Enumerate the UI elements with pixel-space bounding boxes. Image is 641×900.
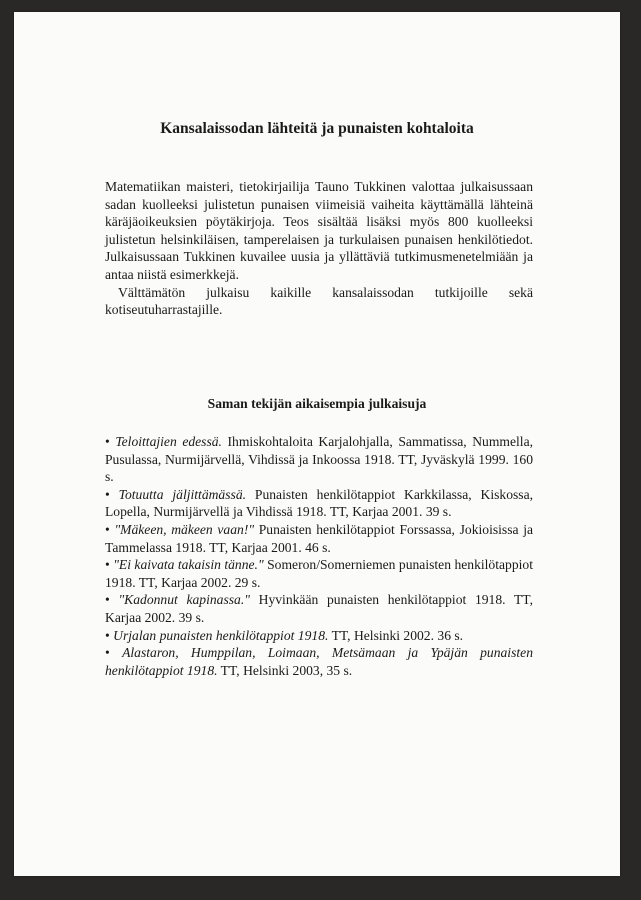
publication-details: Someron/Somerniemen punaisten henkilötappiot 1918. TT, Karjaa 2002. 29 s.: [105, 557, 533, 590]
publication-item: [105, 591, 533, 626]
publication-details: Punaisten henkilötappiot Karkkilassa, Kiskossa, Lopella, Nurmijärvellä ja Vihdissä 1918. TT, Karjaa 2001. 39 s.: [105, 486, 533, 520]
bullet: •: [105, 627, 110, 643]
intro-paragraph-2: Välttämätön julkaisu kaikille kansalaissodan tutkijoille sekä kotiseutuharrastajille.: [105, 284, 533, 318]
bullet: •: [105, 486, 110, 502]
publication-item: [105, 644, 533, 679]
section-subtitle: Saman tekijän aikaisempia julkaisuja: [207, 396, 427, 411]
intro-text: [105, 178, 533, 319]
publication-title: "Mäkeen, mäkeen vaan!": [114, 521, 255, 537]
publication-item: [105, 521, 533, 556]
publication-title: "Kadonnut kapinassa.": [118, 592, 250, 608]
publication-details: TT, Helsinki 2003, 35 s.: [220, 662, 353, 678]
bullet: •: [105, 592, 110, 608]
bullet: •: [105, 521, 110, 537]
publication-item: [105, 486, 533, 521]
publication-title: Teloittajien edessä.: [115, 434, 222, 449]
bullet: •: [105, 434, 110, 449]
publication-details: Punaisten henkilötappiot Forssassa, Jokioisissa ja Tammelassa 1918. TT, Karjaa 2001. 46 s.: [105, 521, 534, 555]
publication-title: Urjalan punaisten henkilötappiot 1918.: [113, 627, 329, 643]
publication-title: "Ei kaivata takaisin tänne.": [113, 557, 264, 573]
publication-list: [105, 433, 533, 679]
page-title: Kansalaissodan lähteitä ja punaisten kohtaloita: [160, 120, 474, 137]
publication-item: [105, 556, 533, 591]
bullet: •: [105, 645, 110, 661]
publication-item: [105, 627, 533, 645]
publication-details: Ihmiskohtaloita Karjalohjalla, Sammatissa, Nummella, Pusulassa, Nurmijärvellä, Vihdissä ja Inkoossa 1918. TT, Jyväskylä 1999. 160 s.: [105, 434, 534, 485]
publication-title: Totuutta jäljittämässä.: [118, 486, 247, 502]
publication-details: TT, Helsinki 2002. 36 s.: [331, 627, 464, 643]
intro-paragraph-1: Matematiikan maisteri, tietokirjailija Tauno Tukkinen valottaa julkaisussaan sadan kuolleeksi julistetun punaisen viimeisiä vaiheita käyttämällä lähteinä käräjäoikeuksien pöytäkirjoja. Teos sisältää lisäksi myös 800 kuolleeksi julistetun helsinkiläisen, tamperelaisen ja turkulaisen punaisen henkilötiedot. Julkaisussaan Tukkinen kuvailee uusia ja yllättäviä tutkimusmenetelmiään ja antaa niistä esimerkkejä.: [105, 179, 533, 282]
bullet: •: [105, 557, 110, 573]
publication-item: [105, 433, 533, 486]
publication-title: Alastaron, Humppilan, Loimaan, Metsämaan ja Ypäjän punaisten henkilötappiot 1918.: [105, 645, 533, 678]
book-back-cover: [14, 12, 620, 876]
publication-details: Hyvinkään punaisten henkilötappiot 1918. TT, Karjaa 2002. 39 s.: [105, 592, 533, 625]
